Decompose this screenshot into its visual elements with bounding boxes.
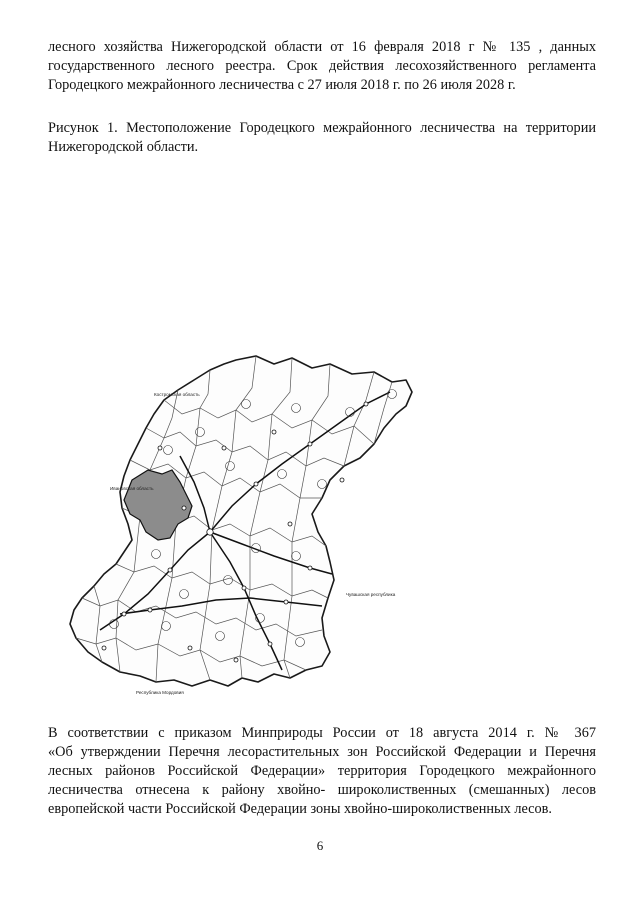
region-map <box>60 348 420 708</box>
label-kostroma: Костромская область <box>154 392 200 397</box>
text-line: лесного хозяйства Нижегородской области от 16 февраля 2018 г № 135 , данных <box>48 39 596 55</box>
text-line: В соответствии с приказом Минприроды России от 18 августа 2014 г. № 367 <box>48 725 596 741</box>
text-line: лесных районов Российской Федерации» территория Городецкого межрайонного <box>48 763 596 779</box>
text-line: государственного лесного реестра. Срок действия лесохозяйственного регламента <box>48 58 596 74</box>
region-outline <box>70 356 412 686</box>
text-line: европейской части Российской Федерации зоны хвойно-широколиственных лесов. <box>48 801 552 817</box>
text-line: лесничества отнесена к району хвойно- широколиственных (смешанных) лесов <box>48 782 596 798</box>
label-mordovia: Республика Мордовия <box>136 690 184 695</box>
paragraph-regulation-period <box>48 38 596 95</box>
caption-line: Нижегородской области. <box>48 139 199 155</box>
label-ivanovo: Ивановская область <box>110 486 154 491</box>
paragraph-forest-zone <box>48 724 596 819</box>
region-map-svg <box>60 348 420 708</box>
figure-caption <box>48 119 596 157</box>
caption-line: Рисунок 1. Местоположение Городецкого межрайонного лесничества на территории <box>48 120 596 136</box>
text-line: «Об утверждении Перечня лесорастительных зон Российской Федерации и Перечня <box>48 744 596 760</box>
page-number: 6 <box>316 838 324 853</box>
label-chuvashia: Чувашская республика <box>346 592 396 597</box>
text-line: Городецкого межрайонного лесничества с 27 июля 2018 г. по 26 июля 2028 г. <box>48 77 516 93</box>
